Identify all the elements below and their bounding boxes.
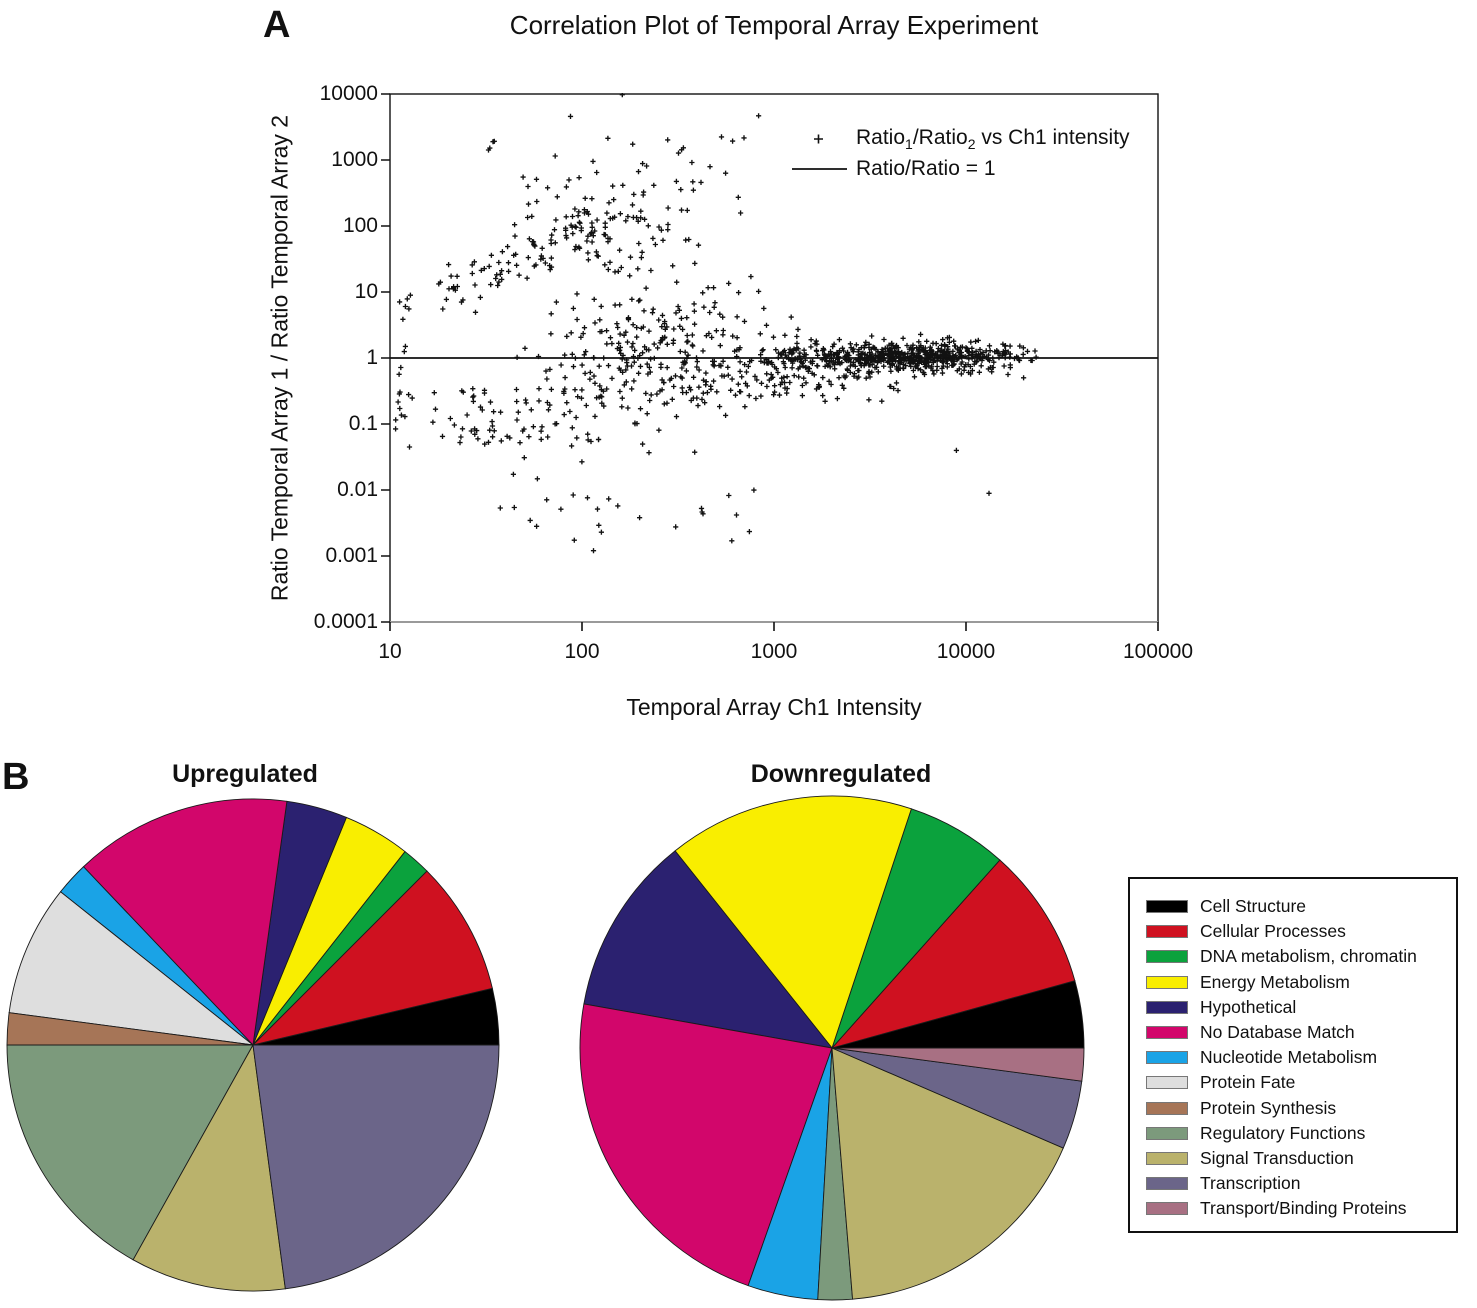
pie-slice-transcription (253, 1045, 499, 1289)
pie-legend-item (1130, 1071, 1456, 1095)
legend-item-label: Energy Metabolism (1200, 971, 1350, 992)
x-tick-label: 10 (378, 640, 402, 663)
legend-swatch-icon (1146, 976, 1188, 989)
legend-ratio2-text: /Ratio (912, 126, 968, 149)
legend-swatch-icon (1146, 1001, 1188, 1014)
pie-legend-item (1130, 945, 1456, 969)
scatter-legend-line-label: Ratio/Ratio = 1 (856, 157, 996, 180)
panel-a-label: A (263, 4, 291, 46)
scatter-title: Correlation Plot of Temporal Array Experiment (509, 10, 1039, 40)
pie-legend-item (1130, 996, 1456, 1020)
legend-item-label: Hypothetical (1200, 996, 1297, 1017)
legend-item-label: No Database Match (1200, 1022, 1355, 1042)
pie-legend-item (1130, 920, 1456, 944)
y-tick-label: 10 (354, 280, 378, 303)
legend-swatch-icon (1146, 1076, 1188, 1089)
legend-item-label: DNA metabolism, chromatin (1200, 946, 1417, 967)
legend-swatch-icon (1146, 1152, 1188, 1165)
legend-sub2: 2 (967, 136, 976, 153)
y-tick-label: 0.01 (337, 478, 378, 501)
y-axis-label: Ratio Temporal Array 1 / Ratio Temporal Array 2 (266, 114, 293, 602)
x-axis-label: Temporal Array Ch1 Intensity (626, 694, 922, 720)
scatter-legend-series-label (856, 126, 1130, 152)
legend-item-label: Cellular Processes (1200, 921, 1346, 942)
pie-legend-box (1128, 877, 1458, 1233)
pie-title-upregulated: Upregulated (172, 760, 318, 788)
legend-swatch-icon (1146, 1102, 1188, 1115)
legend-swatch-icon (1146, 1202, 1188, 1215)
pie-legend-item (1130, 895, 1456, 919)
legend-swatch-icon (1146, 1127, 1188, 1140)
legend-item-label: Protein Fate (1200, 1072, 1296, 1093)
pie-legend-item (1130, 971, 1456, 995)
pie-legend-item (1130, 1097, 1456, 1121)
pie-title-downregulated: Downregulated (750, 760, 932, 788)
legend-item-label: Transport/Binding Proteins (1200, 1198, 1407, 1219)
y-tick-label: 100 (342, 214, 378, 237)
y-tick-label: 1 (366, 346, 378, 369)
pie-legend-item (1130, 1172, 1456, 1196)
pie-legend-item (1130, 1021, 1456, 1045)
pie-legend-item (1130, 1147, 1456, 1171)
pie-legend-item (1130, 1197, 1456, 1221)
legend-item-label: Signal Transduction (1200, 1148, 1354, 1168)
legend-swatch-icon (1146, 1177, 1188, 1190)
y-tick-label: 1000 (331, 148, 378, 171)
y-tick-label: 0.1 (348, 412, 378, 435)
pie-upregulated (7, 799, 499, 1291)
legend-swatch-icon (1146, 900, 1188, 913)
legend-plus-marker-icon (814, 135, 823, 144)
y-tick-label: 10000 (319, 82, 378, 105)
x-tick-label: 100000 (1122, 640, 1194, 663)
legend-swatch-icon (1146, 1026, 1188, 1039)
legend-item-label: Regulatory Functions (1200, 1122, 1366, 1143)
pie-legend-item (1130, 1122, 1456, 1146)
legend-item-label: Cell Structure (1200, 896, 1307, 916)
x-tick-label: 100 (564, 640, 600, 663)
panel-b-label: B (2, 756, 30, 798)
legend-swatch-icon (1146, 925, 1188, 938)
legend-swatch-icon (1146, 1051, 1188, 1064)
x-tick-label: 10000 (936, 640, 996, 663)
legend-item-label: Protein Synthesis (1200, 1097, 1337, 1118)
y-tick-label: 0.0001 (313, 610, 378, 633)
legend-item-label: Transcription (1200, 1173, 1301, 1194)
legend-item-label: Nucleotide Metabolism (1200, 1047, 1378, 1068)
pie-legend-item (1130, 1046, 1456, 1070)
legend-suffix-text: vs Ch1 intensity (975, 126, 1130, 149)
y-tick-label: 0.001 (325, 544, 378, 567)
x-tick-label: 1000 (750, 640, 798, 663)
legend-sub1: 1 (905, 136, 913, 153)
legend-ratio-text: Ratio (856, 126, 906, 149)
pie-downregulated (580, 796, 1084, 1300)
legend-swatch-icon (1146, 950, 1188, 963)
